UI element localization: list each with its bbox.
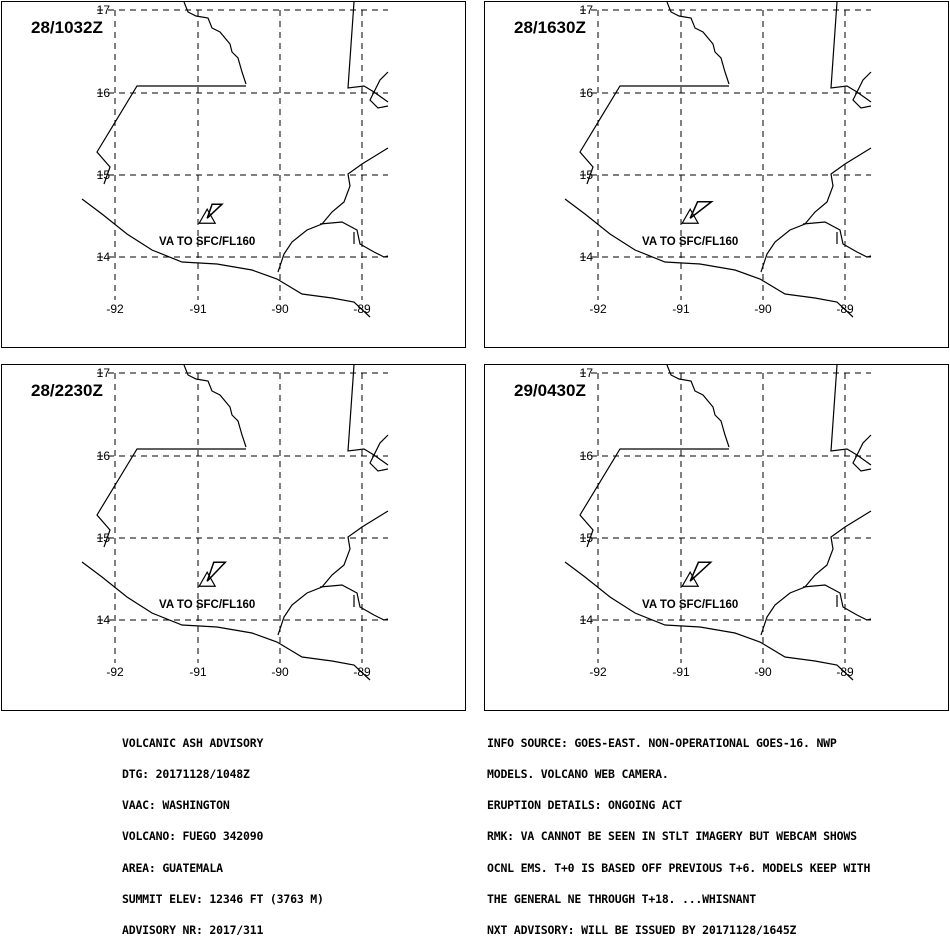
boundary-line (565, 562, 853, 680)
boundary-line (580, 86, 729, 184)
lat-lon-grid (580, 10, 871, 300)
map-canvas (485, 2, 949, 348)
latitude-label: 14 (96, 250, 110, 264)
remarks-line: OCNL EMS. T+0 IS BASED OFF PREVIOUS T+6. MODELS KEEP WITH (487, 860, 871, 875)
advisory-line: AREA: GUATEMALA (122, 860, 223, 875)
boundary-line (374, 435, 388, 455)
boundary-line (374, 72, 388, 92)
latitude-label: 17 (96, 366, 110, 380)
remarks-line: RMK: VA CANNOT BE SEEN IN STLT IMAGERY BUT WEBCAM SHOWS (487, 829, 857, 844)
advisory-line: ADVISORY NR: 2017/311 (122, 923, 264, 938)
latitude-label: 14 (96, 613, 110, 627)
valid-time-label: 29/0430Z (514, 381, 586, 400)
latitude-label: 17 (96, 3, 110, 17)
longitude-label: -92 (589, 302, 607, 316)
advisory-remarks-block (487, 717, 870, 946)
advisory-header-block (122, 717, 324, 946)
map-canvas (2, 365, 466, 711)
forecast-panel-t18 (484, 364, 949, 711)
volcano-icon (682, 209, 698, 223)
boundary-line (97, 86, 246, 184)
ash-height-label: VA TO SFC/FL160 (642, 236, 739, 248)
lat-lon-grid (580, 373, 871, 663)
remarks-line: ERUPTION DETAILS: ONGOING ACT (487, 798, 682, 813)
forecast-panel-t12 (1, 364, 466, 711)
boundary-line (667, 2, 729, 84)
longitude-label: -91 (189, 665, 207, 679)
latitude-label: 15 (579, 168, 593, 182)
latitude-label: 15 (96, 531, 110, 545)
boundary-line (184, 2, 246, 84)
advisory-line: VOLCANO: FUEGO 342090 (122, 829, 264, 844)
boundary-line (278, 511, 388, 635)
ash-height-label: VA TO SFC/FL160 (642, 599, 739, 611)
boundary-line (97, 449, 246, 547)
valid-time-label: 28/1032Z (31, 18, 103, 37)
boundary-line (348, 365, 388, 465)
boundary-line (761, 511, 871, 635)
ash-cloud-polygon (690, 562, 711, 581)
coastlines-and-borders (82, 2, 388, 317)
lat-lon-grid (97, 373, 388, 663)
remarks-line: INFO SOURCE: GOES-EAST. NON-OPERATIONAL GOES-16. NWP (487, 735, 837, 750)
map-canvas (2, 2, 466, 348)
boundary-line (184, 365, 246, 447)
longitude-label: -92 (106, 302, 124, 316)
latitude-label: 16 (579, 86, 593, 100)
latitude-label: 15 (96, 168, 110, 182)
longitude-label: -89 (353, 665, 371, 679)
map-canvas (485, 365, 949, 711)
ash-height-label: VA TO SFC/FL160 (159, 236, 256, 248)
advisory-line: SUMMIT ELEV: 12346 FT (3763 M) (122, 891, 324, 906)
boundary-line (857, 72, 871, 92)
boundary-line (831, 2, 871, 102)
boundary-line (82, 562, 370, 680)
advisory-line: DTG: 20171128/1048Z (122, 767, 250, 782)
longitude-label: -90 (271, 302, 289, 316)
latitude-label: 14 (579, 613, 593, 627)
longitude-label: -92 (106, 665, 124, 679)
boundary-line (667, 365, 729, 447)
boundary-line (857, 435, 871, 455)
ash-height-label: VA TO SFC/FL160 (159, 599, 256, 611)
latitude-label: 17 (579, 3, 593, 17)
longitude-label: -89 (836, 302, 854, 316)
coastlines-and-borders (565, 365, 871, 680)
latitude-label: 16 (96, 86, 110, 100)
coastlines-and-borders (565, 2, 871, 317)
forecast-panel-t6 (484, 1, 949, 348)
longitude-label: -91 (189, 302, 207, 316)
boundary-line (831, 365, 871, 465)
longitude-label: -90 (271, 665, 289, 679)
boundary-line (348, 2, 388, 102)
longitude-label: -89 (836, 665, 854, 679)
longitude-label: -92 (589, 665, 607, 679)
latitude-label: 14 (579, 250, 593, 264)
remarks-line: MODELS. VOLCANO WEB CAMERA. (487, 767, 669, 782)
remarks-line: NXT ADVISORY: WILL BE ISSUED BY 20171128/1645Z (487, 923, 797, 938)
longitude-label: -91 (672, 665, 690, 679)
forecast-panel-t0 (1, 1, 466, 348)
longitude-label: -89 (353, 302, 371, 316)
boundary-line (278, 148, 388, 272)
lat-lon-grid (97, 10, 388, 300)
latitude-label: 17 (579, 366, 593, 380)
remarks-line: THE GENERAL NE THROUGH T+18. ...WHISNANT (487, 891, 756, 906)
coastlines-and-borders (82, 365, 388, 680)
longitude-label: -91 (672, 302, 690, 316)
boundary-line (580, 449, 729, 547)
valid-time-label: 28/1630Z (514, 18, 586, 37)
latitude-label: 15 (579, 531, 593, 545)
volcano-icon (682, 572, 698, 586)
boundary-line (761, 148, 871, 272)
advisory-line: VAAC: WASHINGTON (122, 798, 230, 813)
latitude-label: 16 (579, 449, 593, 463)
longitude-label: -90 (754, 665, 772, 679)
boundary-line (82, 199, 370, 317)
valid-time-label: 28/2230Z (31, 381, 103, 400)
ash-cloud-polygon (207, 562, 225, 581)
advisory-line: VOLCANIC ASH ADVISORY (122, 735, 264, 750)
longitude-label: -90 (754, 302, 772, 316)
boundary-line (565, 199, 853, 317)
ash-cloud-polygon (690, 202, 711, 218)
latitude-label: 16 (96, 449, 110, 463)
ash-cloud-polygon (207, 204, 222, 218)
